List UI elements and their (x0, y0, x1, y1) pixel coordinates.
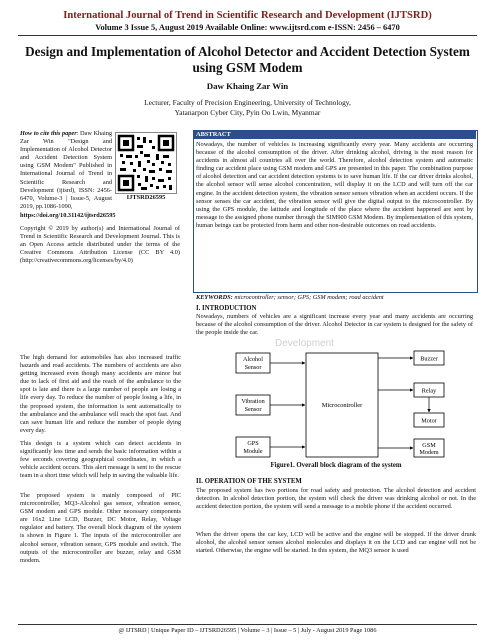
keywords-label: KEYWORDS: (196, 294, 233, 301)
paper-affiliation (40, 98, 455, 117)
label-alcohol-2: Sensor (244, 364, 262, 371)
section-heading-operation: II. OPERATION OF THE SYSTEM (196, 478, 302, 485)
block-gps-module (236, 437, 270, 457)
journal-header-issue: Volume 3 Issue 5, August 2019 Available Online: www.ijtsrd.com e-ISSN: 2456 – 6470 (95, 23, 400, 32)
abstract-heading: ABSTRACT (193, 130, 476, 139)
footer-rule (18, 624, 477, 625)
citation-block (20, 130, 112, 211)
affiliation-line-2: Yatanarpon Cyber City, Pyin Oo Lwin, Myanmar (174, 107, 321, 117)
label-gsm-1: GSM (422, 442, 436, 449)
block-alcohol-sensor (236, 353, 270, 373)
header-rule (18, 35, 477, 36)
block-microcontroller (306, 353, 378, 457)
abstract-text: Nowadays, the number of vehicles is increasing significantly every year. Many accidents are occurring because of the alcohol consumption of the driver. After drinking alcohol, driving is the most reason for accidents in almost all countries all over the world. Therefore, alcohol detection system and automatic finding car accident place using GSM modem and GPS are presented in this paper. The combination purpose of alcohol detection and car accident detection systems is to save human life. If the car driver drinks alcohol, the alcohol sensor will sense alcohol concentration, will display it on the LCD and will turn off the car engine. In the accident detection system, the vibration sensor senses vibration when an accident occurs. If the sensor senses the car accident, the vibration sensor will give the digital output to the microcontroller. By using the GPS module, the latitude and longitude of the place where the accident happened are sent by message to the assigned phone number through the SIM900 GSM Modem. By implementation of this system, human beings can be protected from harm and other non-desirable outcomes on road accidents. (196, 141, 473, 229)
label-gps-2: Module (243, 448, 263, 455)
qr-code-id: IJTSRD26595 (126, 194, 166, 201)
intro-paragraph-1: Nowadays, numbers of vehicles are a significant increase every year and many accidents are occurring because of the alcohol consumption of the driver. Alcohol Detector in car system is designed for the safety of the people inside the car. (196, 313, 473, 337)
intro-paragraph-4: The proposed system is mainly composed of PIC microcontroller, MQ3-Alcohol gas sensor, vibration sensor, GSM modem and GPS module. Other necessary components are 16x2 Line LCD, Buzzer, DC Motor, Relay, Voltage regulator and battery. The overall block diagram of the system is shown in Figure 1. The inputs of the microcontroller are alcohol sensor, vibration sensor, GPS module and switch. The outputs of the microcontroller are buzzer, relay and GSM modem. (20, 492, 181, 564)
label-gps-1: GPS (247, 440, 259, 447)
label-vibration-1: Vibration (241, 398, 265, 405)
figure-caption: Figure1. Overall block diagram of the system (270, 462, 402, 469)
block-diagram (196, 345, 476, 460)
intro-paragraph-2: The high demand for automobiles has also increased traffic hazards and road accidents. The numbers of accidents are also getting increased even though many accidents are minor but due to lack of first aid and the reach of the ambulance to the spot is late and there is a large number of people are losing a life every day. To reduce the number of people losing a life, in the proposed system, the information is sent automatically to the ambulance and the ambulance will reach the spot fast. And can save human life and reduce the number of people dying every day. (20, 354, 181, 434)
block-buzzer (414, 351, 444, 365)
block-motor (414, 413, 444, 427)
label-relay: Relay (421, 387, 437, 395)
label-motor: Motor (421, 417, 437, 425)
operation-paragraph-2: When the driver opens the car key, LCD will be active and the engine will be stopped. If the driver drunk alcohol, the alcohol sensor senses alcohol molecules and displays it on the LCD and car engine will not be started. Otherwise, the engine will be started. In this system, the MQ3 sensor is used (196, 531, 476, 555)
qr-code (115, 132, 177, 194)
label-gsm-2: Modem (419, 449, 439, 456)
block-vibration-sensor (236, 395, 270, 415)
block-relay (414, 383, 444, 397)
intro-paragraph-3: This design is a system which can detect accidents in significantly less time and sends the basic information within a few seconds covering geographical coordinates, in which a vehicle accident occurs. This alert message is sent to the rescue team in a short time which will help in saving the valuable life. (20, 440, 181, 480)
qr-code-graphic (116, 133, 176, 193)
citation-label: How to cite this paper (20, 130, 77, 137)
affiliation-line-1: Lecturer, Faculty of Precision Engineering, University of Technology, (144, 98, 351, 107)
block-diagram-figure (196, 345, 476, 460)
journal-header-title: International Journal of Trend in Scientific Research and Development (IJTSRD) (63, 10, 432, 21)
paper-title: Design and Implementation of Alcohol Detector and Accident Detection System using GSM Modem (25, 44, 470, 75)
block-gsm-modem (414, 439, 444, 457)
watermark-text: Development (275, 338, 334, 349)
citation-text: : Daw Khaing Zar Win "Design and Implementation of Alcohol Detector and Accident Detection System using GSM Modem" Published in International Journal of Trend in Scientific Research and Development (ijtsrd), ISSN: 2456-6470, Volume-3 | Issue-5, August 2019, pp.1086-1090, (20, 130, 113, 210)
label-microcontroller: Microcontroller (321, 402, 363, 409)
keywords-text: microcontroller; sensor; GPS; GSM modem; road accident (232, 294, 384, 301)
operation-paragraph-1: The proposed system has two portions for road safety and protection. The alcohol detection and accident detection. In alcohol detection portion, the system will check the driver was drinking alcohol or not. In the accident detection portion, the system will send a message to a mobile phone if the accident occurred. (196, 487, 476, 511)
citation-doi-block (20, 212, 180, 220)
section-heading-introduction: I. INTRODUCTION (196, 305, 257, 312)
keywords-line (196, 294, 473, 302)
label-vibration-2: Sensor (244, 406, 262, 413)
citation-doi-link[interactable]: https://doi.org/10.31142/ijtsrd26595 (20, 212, 116, 219)
copyright-notice: Copyright © 2019 by author(s) and International Journal of Trend in Scientific Research and Development Journal. This is an Open Access article distributed under the terms of the Creative Commons Attribution License (CC BY 4.0) (http://creativecommons.org/licenses/by/4.0) (20, 225, 180, 265)
label-buzzer: Buzzer (420, 355, 438, 363)
page-footer: @ IJTSRD | Unique Paper ID – IJTSRD26595 | Volume – 3 | Issue – 5 | July - August 2019 Page 1086 (118, 627, 377, 634)
paper-author: Daw Khaing Zar Win (206, 81, 289, 91)
label-alcohol-1: Alcohol (243, 356, 263, 363)
